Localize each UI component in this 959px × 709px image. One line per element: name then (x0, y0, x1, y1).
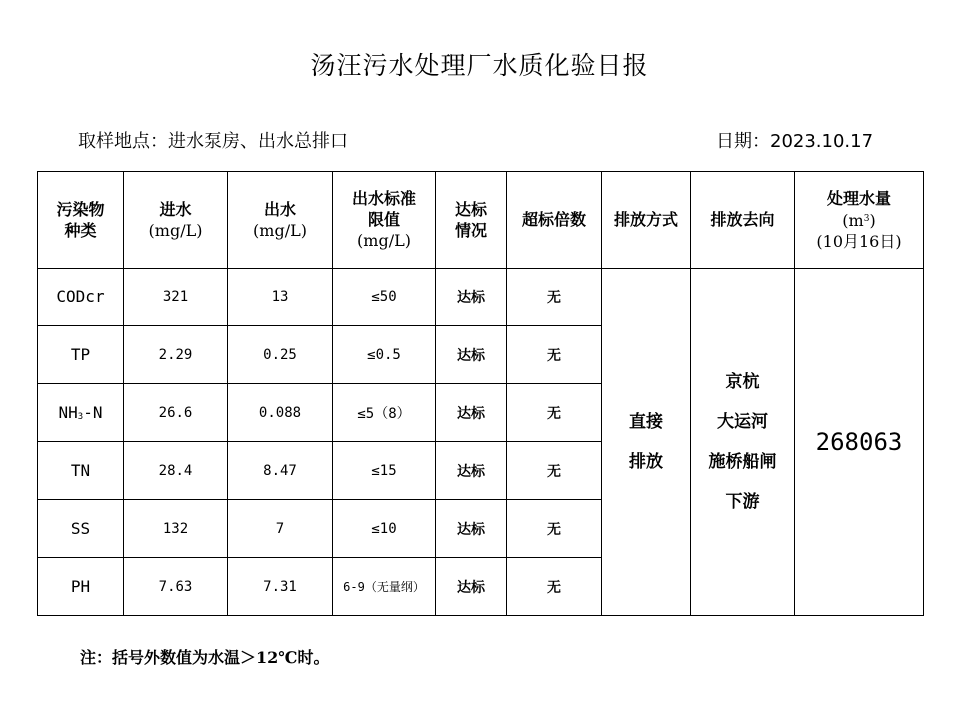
pollutant-name: CODcr (38, 268, 124, 326)
limit-value: 6-9（无量纲） (333, 558, 436, 616)
header-exceed: 超标倍数 (507, 172, 602, 269)
pollutant-name: PH (38, 558, 124, 616)
influent-value: 26.6 (124, 384, 228, 442)
discharge-method: 直接 排放 (602, 268, 691, 615)
pollutant-name: TP (38, 326, 124, 384)
limit-value: ≤5（8） (333, 384, 436, 442)
influent-value: 2.29 (124, 326, 228, 384)
sampling-location: 取样地点：进水泵房、出水总排口 (78, 131, 348, 152)
effluent-value: 0.088 (228, 384, 333, 442)
limit-value: ≤50 (333, 268, 436, 326)
status-value: 达标 (436, 500, 507, 558)
header-status: 达标 情况 (436, 172, 507, 269)
limit-value: ≤10 (333, 500, 436, 558)
report-date: 日期：2023.10.17 (716, 131, 874, 152)
header-discharge-method: 排放方式 (602, 172, 691, 269)
status-value: 达标 (436, 384, 507, 442)
header-volume: 处理水量 $(m^3)$ (10月16日) (795, 172, 924, 269)
header-row (38, 172, 924, 269)
table-row (38, 268, 924, 326)
header-effluent: 出水 (mg/L) (228, 172, 333, 269)
status-value: 达标 (436, 442, 507, 500)
effluent-value: 0.25 (228, 326, 333, 384)
limit-value: ≤0.5 (333, 326, 436, 384)
status-value: 达标 (436, 268, 507, 326)
pollutant-name: SS (38, 500, 124, 558)
exceed-value: 无 (507, 268, 602, 326)
header-limit: 出水标准 限值 (mg/L) (333, 172, 436, 269)
effluent-value: 8.47 (228, 442, 333, 500)
status-value: 达标 (436, 558, 507, 616)
exceed-value: 无 (507, 326, 602, 384)
pollutant-name: TN (38, 442, 124, 500)
footnote: 注：括号外数值为水温＞12℃时。 (80, 648, 330, 667)
influent-value: 132 (124, 500, 228, 558)
exceed-value: 无 (507, 500, 602, 558)
status-value: 达标 (436, 326, 507, 384)
limit-value: ≤15 (333, 442, 436, 500)
exceed-value: 无 (507, 442, 602, 500)
water-quality-table (37, 171, 924, 616)
exceed-value: 无 (507, 384, 602, 442)
treated-volume: 268063 (795, 268, 924, 615)
influent-value: 321 (124, 268, 228, 326)
effluent-value: 7 (228, 500, 333, 558)
exceed-value: 无 (507, 558, 602, 616)
pollutant-name: $NH_3-N$ (38, 384, 124, 442)
header-influent: 进水 (mg/L) (124, 172, 228, 269)
discharge-destination: 京杭 大运河 施桥船闸 下游 (691, 268, 795, 615)
effluent-value: 7.31 (228, 558, 333, 616)
effluent-value: 13 (228, 268, 333, 326)
header-discharge-dest: 排放去向 (691, 172, 795, 269)
report-title: 汤汪污水处理厂水质化验日报 (310, 51, 649, 80)
header-pollutant: 污染物 种类 (38, 172, 124, 269)
influent-value: 28.4 (124, 442, 228, 500)
influent-value: 7.63 (124, 558, 228, 616)
